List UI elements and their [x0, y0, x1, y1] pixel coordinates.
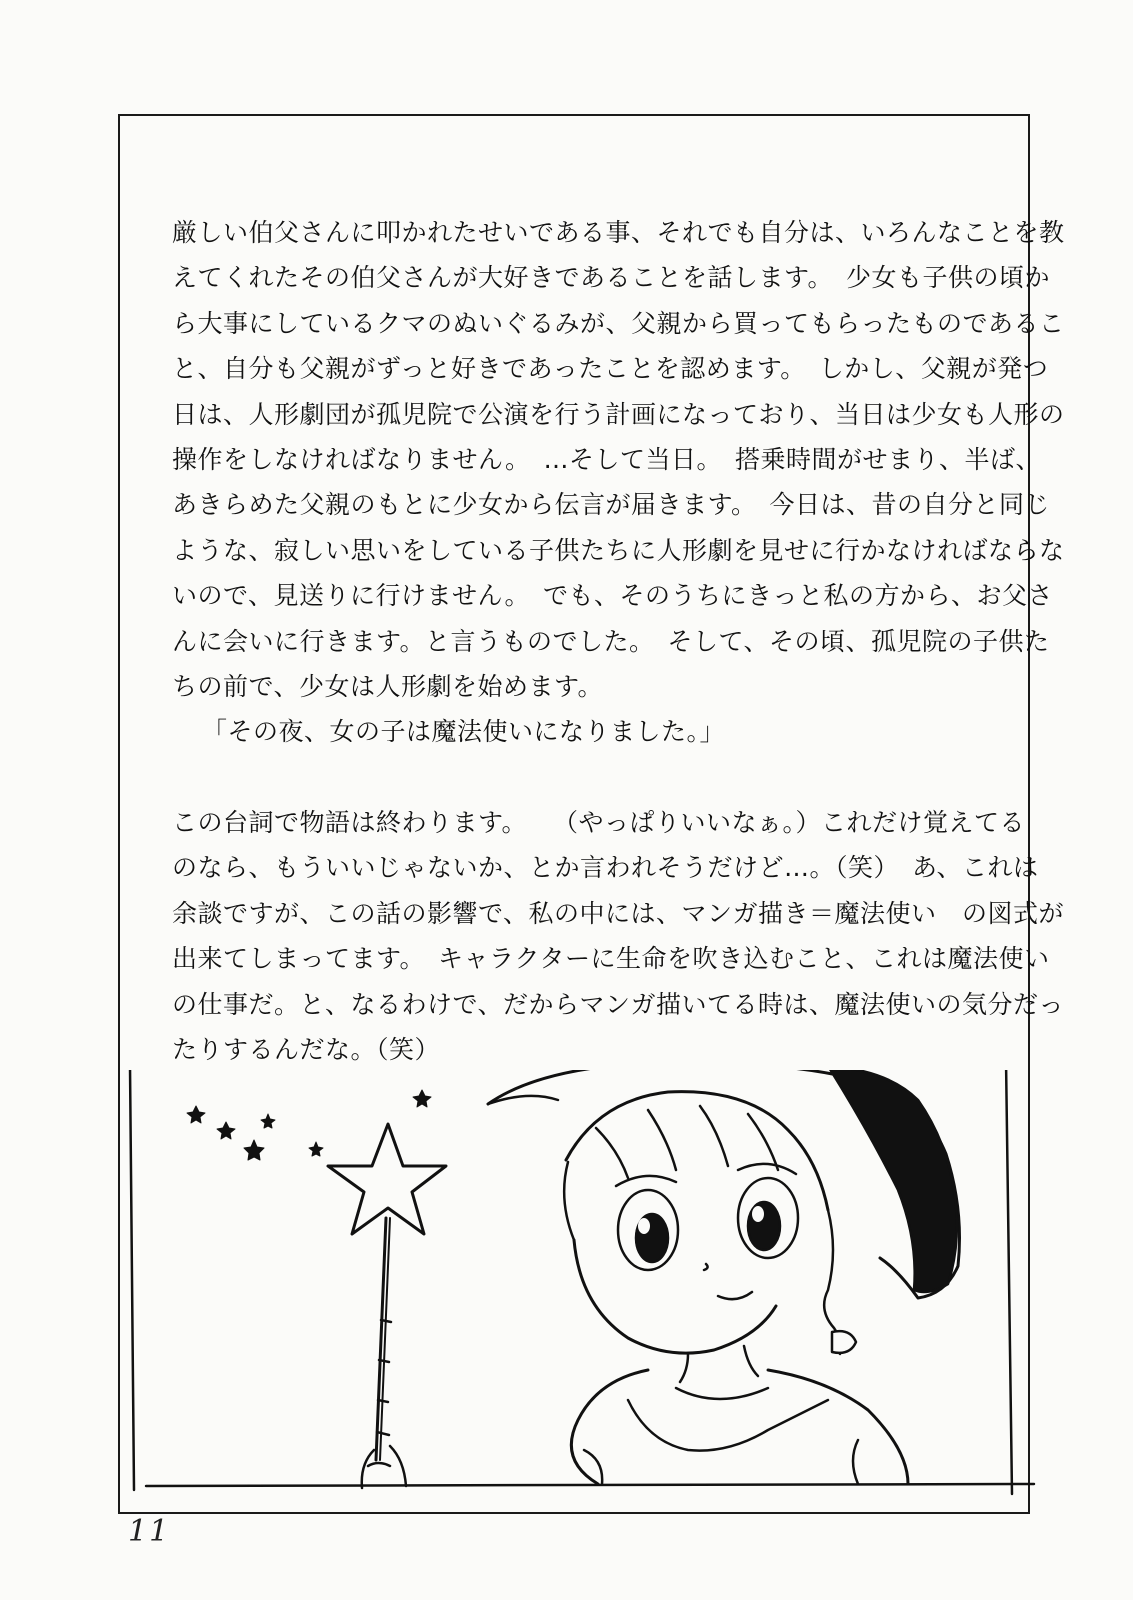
- page-number: 11: [128, 1514, 171, 1549]
- paragraph-gap: [172, 755, 1012, 800]
- text-line: 出来てしまってます。 キャラクターに生命を吹き込むこと、これは魔法使い: [172, 944, 1050, 974]
- text-line: ら大事にしているクマのぬいぐるみが、父親から買ってもらったものであるこ: [172, 308, 1065, 338]
- mouth: [718, 1292, 752, 1299]
- text-line: ような、寂しい思いをしている子供たちに人形劇を見せに行かなければならな: [172, 535, 1065, 565]
- text-line: と、自分も父親がずっと好きであったことを認めます。 しかし、父親が発つ: [172, 354, 1049, 384]
- neck: [680, 1346, 758, 1382]
- cape-folds: [584, 1440, 858, 1484]
- hand: [362, 1446, 406, 1488]
- left-eye-shine: [638, 1218, 650, 1234]
- text-line: 余談ですが、この話の影響で、私の中には、マンガ描き＝魔法使い の図式が: [172, 898, 1065, 928]
- paragraph-2: [172, 800, 1065, 1072]
- nose: [704, 1264, 708, 1270]
- eyebrows: [616, 1164, 796, 1186]
- story-quote: 「その夜、女の子は魔法使いになりました。」: [202, 717, 726, 747]
- paragraph-1: [172, 210, 1065, 709]
- text-line: いので、見送りに行けません。 でも、そのうちにきっと私の方から、お父さ: [172, 581, 1054, 611]
- collarbone: [676, 1388, 768, 1399]
- text-line: のなら、もういいじゃないか、とか言われそうだけど…。（笑） あ、これは: [172, 853, 1039, 883]
- hair-tie: [832, 1331, 856, 1353]
- text-line: 操作をしなければなりません。 …そして当日。 搭乗時間がせまり、半ば、: [172, 444, 1042, 474]
- hair-top: [566, 1092, 828, 1210]
- text-line: 厳しい伯父さんに叩かれたせいである事、それでも自分は、いろんなことを教: [172, 218, 1065, 247]
- text-line: この台詞で物語は終わります。 （やっぱりいいなぁ。）これだけ覚えてる: [172, 808, 1026, 838]
- right-eye-shine: [752, 1206, 764, 1222]
- essay-text: [172, 210, 1065, 1072]
- panel-left-edge: [130, 1070, 134, 1490]
- hair-strands: [564, 1106, 778, 1240]
- text-line: たりするんだな。（笑）: [172, 1035, 441, 1065]
- witch-girl-illustration: [128, 1070, 1046, 1510]
- text-line: あきらめた父親のもとに少女から伝言が届きます。 今日は、昔の自分と同じ: [172, 490, 1051, 520]
- left-collar: [571, 1370, 648, 1484]
- text-line: の仕事だ。と、なるわけで、だからマンガ描いてる時は、魔法使いの気分だっ: [172, 989, 1065, 1019]
- text-line: んに会いに行きます。と言うものでした。 そして、その頃、孤児院の子供た: [172, 626, 1050, 656]
- panel-right-edge: [1006, 1070, 1012, 1494]
- text-line: 日は、人形劇団が孤児院で公演を行う計画になっており、当日は少女も人形の: [172, 399, 1065, 429]
- panel-bottom-edge: [146, 1484, 1034, 1486]
- right-pupil: [748, 1202, 780, 1250]
- text-line: ちの前で、少女は人形劇を始めます。: [172, 671, 604, 701]
- right-collar: [768, 1370, 908, 1484]
- neckline: [628, 1400, 828, 1451]
- text-line: えてくれたその伯父さんが大好きであることを話します。 少女も子供の頃か: [172, 263, 1051, 293]
- hat-shadow: [828, 1070, 957, 1292]
